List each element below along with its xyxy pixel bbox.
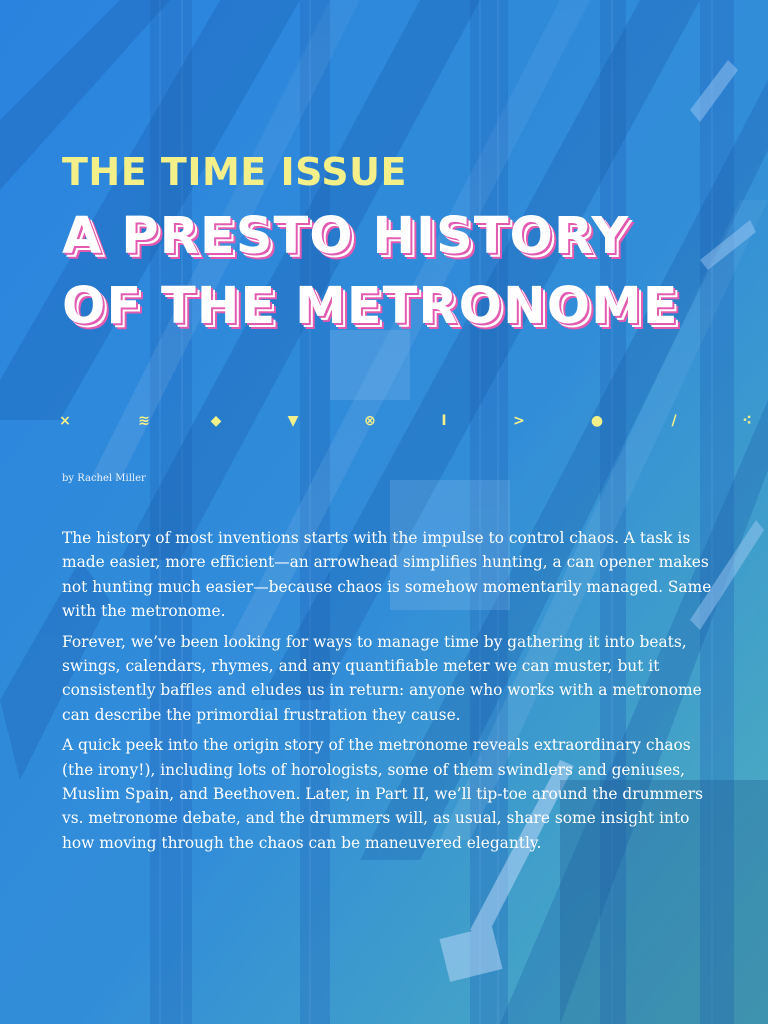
article-paragraph: The history of most inventions starts with the impulse to control chaos. A task is made easier, more efficient—an arrowhead simplifies hunting, a can opener makes not hunting much easier—because chaos is somehow momentarily managed. Same with the metronome. <box>62 529 712 621</box>
x-glyph-icon: × <box>59 413 71 429</box>
article-body <box>62 526 712 861</box>
triangle-down-glyph-icon: ▼ <box>287 413 299 429</box>
greater-than-glyph-icon: > <box>513 413 525 429</box>
article-title <box>62 202 752 342</box>
article-paragraph: A quick peek into the origin story of the metronome reveals extraordinary chaos (the irony!), including lots of horologists, some of them swindlers and geniuses, Muslim Spain, and Beethoven. Later, in Part II, we’ll tip-toe around the drummers vs. metronome debate, and the drummers will, as usual, share some insight into how moving through the chaos can be maneuvered elegantly. <box>62 736 704 852</box>
dot-glyph-icon: ● <box>590 413 604 429</box>
decorative-glyph-row <box>0 406 768 436</box>
circled-x-glyph-icon: ⊗ <box>364 413 376 429</box>
article-title-line-1: A PRESTO HISTORY <box>62 207 630 266</box>
i-beam-glyph-icon: I <box>441 413 447 429</box>
triple-bar-glyph-icon: ≋ <box>138 413 150 429</box>
diamond-glyph-icon: ◆ <box>210 413 222 429</box>
article-title-line-2: OF THE METRONOME <box>62 277 679 336</box>
slash-glyph-icon: / <box>671 413 677 429</box>
byline: by Rachel Miller <box>62 473 146 484</box>
issue-kicker: THE TIME ISSUE <box>62 150 407 194</box>
article-paragraph: Forever, we’ve been looking for ways to manage time by gathering it into beats, swings, calendars, rhymes, and any quantifiable meter we can muster, but it consistently baffles and eludes us in return: anyone who works with a metronome can describe the primordial frustration they cause. <box>62 632 702 724</box>
dot-cluster-glyph-icon: ⁖ <box>742 413 752 429</box>
